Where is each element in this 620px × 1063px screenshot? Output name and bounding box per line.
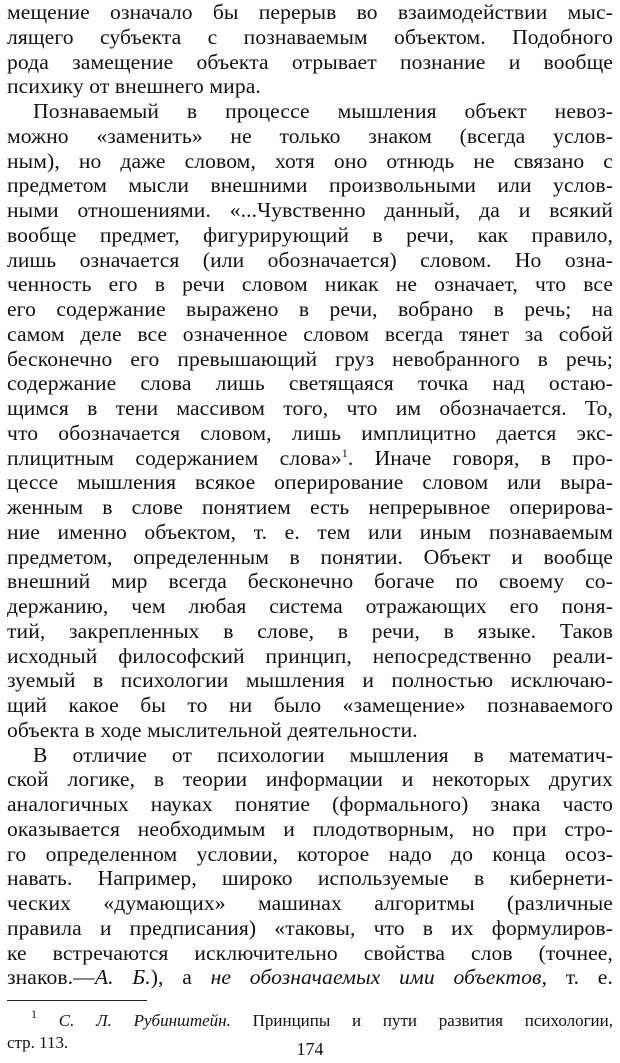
text-line: щимся в тени массивом того, что им обозначается. То, bbox=[7, 396, 613, 420]
text-line: зуемый в психологии мышления и полностью исключаю- bbox=[7, 668, 613, 693]
footnote-mark: 1 bbox=[31, 1007, 37, 1021]
text-line: В отличие от психологии мышления в математич- bbox=[33, 742, 613, 767]
text-line: оказывается необходимым и плодотворным, но при стро- bbox=[7, 816, 613, 841]
text-line: предметом мысли внешними произвольными или услов- bbox=[7, 173, 613, 198]
page-body bbox=[7, 0, 613, 990]
text-line: цессе мышления всякое оперирование словом или выра- bbox=[7, 470, 613, 495]
paragraph-3 bbox=[7, 743, 613, 991]
page-number: 174 bbox=[296, 1039, 324, 1059]
text-line: ке встречаются исключительно свойства слов (точнее, bbox=[7, 940, 613, 965]
text-line: что обозначается словом, лишь имплицитно дается экс- bbox=[7, 420, 613, 445]
text-segment: ), а bbox=[150, 965, 211, 990]
text-line: ние именно объектом, т. е. тем или иным познаваемым bbox=[7, 519, 613, 544]
text-line: предметом, определенным в понятии. Объект и вообще bbox=[7, 544, 613, 569]
text-line: ными отношениями. «...Чувственно данный, да и всякий bbox=[7, 198, 613, 222]
text-line: ченность его в речи словом никак не означает, что все bbox=[7, 272, 613, 297]
footnote-divider bbox=[7, 1000, 147, 1001]
text-line: Познаваемый в процессе мышления объект невоз- bbox=[33, 99, 613, 123]
italic-initials: А. Б. bbox=[94, 965, 151, 990]
text-line: самом деле все означенное словом всегда тянет за собой bbox=[7, 321, 613, 346]
text-segment: плицитным содержанием слова» bbox=[7, 445, 342, 470]
text-line: ской логике, в теории информации и некоторых других bbox=[7, 767, 613, 792]
footnote-text: Принципы и пути развития психологии, bbox=[230, 1011, 614, 1030]
footnote-reference[interactable]: 1 bbox=[341, 445, 348, 460]
text-line: навать. Например, широко используемые в кибернети- bbox=[7, 866, 613, 891]
text-line: ческих «думающих» машинах алгоритмы (различные bbox=[7, 891, 613, 915]
footnote-author: С. Л. Рубинштейн. bbox=[58, 1011, 231, 1030]
text-line: ным), но даже словом, хотя оно отнюдь не связано с bbox=[7, 148, 613, 173]
text-line: объекта в ходе мыслительной деятельности. bbox=[7, 717, 418, 742]
footnote-line bbox=[7, 1007, 614, 1032]
text-segment: знаков.— bbox=[7, 965, 95, 990]
italic-phrase: не обозначаемых ими объектов, bbox=[210, 965, 547, 990]
paragraph-2 bbox=[7, 99, 613, 743]
text-line: его содержание выражено в речи, вобрано в речь; на bbox=[7, 297, 613, 321]
text-line-with-italics bbox=[7, 965, 613, 990]
text-line: внешний мир всегда бесконечно богаче по своему со- bbox=[7, 569, 613, 594]
text-line: можно «заменить» не только знаком (всегда услов- bbox=[7, 123, 613, 148]
text-line: го определенном условии, которое надо до конца осоз- bbox=[7, 841, 613, 866]
text-line: щий какое бы то ни было «замещение» познаваемого bbox=[7, 693, 613, 717]
text-line: тий, закрепленных в слове, в речи, в языке. Таков bbox=[7, 618, 613, 643]
text-line: женным в слове понятием есть непрерывное оперирова- bbox=[7, 495, 613, 519]
text-line: лящего субъекта с познаваемым объектом. Подобного bbox=[7, 24, 613, 49]
text-line: бесконечно его превышающий груз невобранного в речь; bbox=[7, 346, 613, 371]
text-line: вообще предмет, фигурирующий в речи, как правило, bbox=[7, 222, 613, 247]
text-segment: т. е. bbox=[546, 965, 613, 990]
text-line: исходный философский принцип, непосредственно реали- bbox=[7, 643, 613, 668]
text-line: мещение означало бы перерыв во взаимодействии мыс- bbox=[7, 0, 613, 24]
text-line: психику от внешнего мира. bbox=[7, 74, 261, 99]
footnote-line: стр. 113. bbox=[7, 1033, 69, 1052]
text-line-with-footnote-ref bbox=[7, 446, 613, 471]
text-line: правила и предписания) «таковы, что в их формулиров- bbox=[7, 915, 613, 940]
text-segment: . Иначе говоря, в про- bbox=[347, 445, 613, 470]
text-line: аналогичных науках понятие (формального) знака часто bbox=[7, 792, 613, 816]
text-line: рода замещение объекта отрывает познание и вообще bbox=[7, 49, 613, 74]
text-line: держанию, чем любая система отражающих его поня- bbox=[7, 594, 613, 618]
text-line: лишь означается (или обозначается) словом. Но озна- bbox=[7, 247, 613, 272]
paragraph-1 bbox=[7, 0, 613, 99]
text-line: содержание слова лишь светящаяся точка над остаю- bbox=[7, 371, 613, 396]
